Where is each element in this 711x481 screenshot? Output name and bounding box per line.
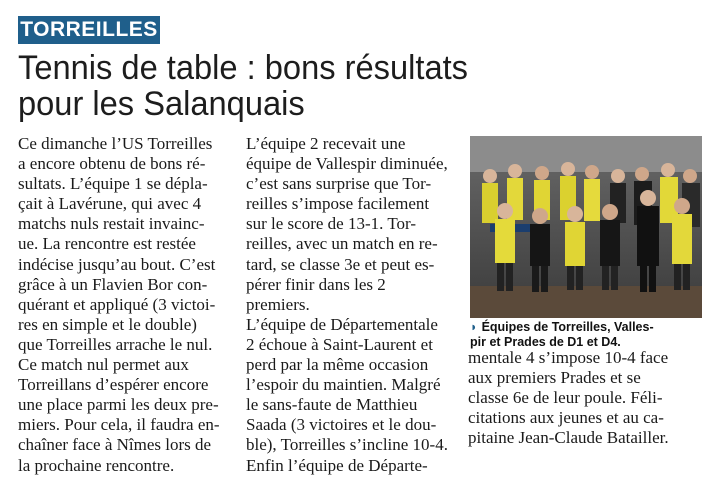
text-line: res en simple et le double) [18,314,197,334]
team-photo-illustration [470,136,702,318]
text-line: Saada (3 victoires et le dou- [246,415,437,435]
article-column-3 [468,348,700,448]
article-headline [18,50,468,122]
text-line: indécise jusqu’au bout. C’est [18,254,216,274]
text-line: L’équipe de Départementale [246,314,438,334]
text-line: Enfin l’équipe de Départe- [246,455,428,475]
text-line: a encore obtenu de bons ré- [18,154,206,174]
text-line: mentale 4 s’impose 10-4 face [468,348,669,367]
text-line: tard, se classe 3e et peut es- [246,254,435,274]
text-line: une place parmi les deux pre- [18,395,219,415]
caption-bullet-icon: ◗ [470,320,478,334]
text-line: sur le score de 13-1. Tor- [246,214,416,234]
headline-line-2: pour les Salanquais [18,85,305,123]
text-line: grâce à un Flavien Bor con- [18,274,208,294]
caption-line-2: pir et Prades de D1 et D4. [470,335,621,349]
text-line: classe 6e de leur poule. Féli- [468,388,663,408]
text-line: que Torreilles arrache le nul. [18,334,213,354]
text-line: Ce dimanche l’US Torreilles [18,134,213,153]
text-line: ue. La rencontre est restée [18,234,196,254]
caption-line-1: Équipes de Torreilles, Valles- [481,320,654,334]
text-line: pitaine Jean-Claude Batailler. [468,428,669,448]
text-line: reilles s’impose facilement [246,194,430,214]
text-line: l’espoir du maintien. Malgré [246,375,441,395]
text-line: équipe de Vallespir diminuée, [246,154,448,174]
text-line: Ce match nul permet aux [18,355,189,375]
text-line: çait à Lavérune, qui avec 4 [18,194,202,214]
text-line: le sans-faute de Matthieu [246,395,418,415]
text-line: perd par la même occasion [246,355,429,375]
text-line: citations aux jeunes et au ca- [468,408,664,428]
text-line: pérer finir dans les 2 [246,274,386,294]
text-line: reilles, avec un match en re- [246,234,438,254]
text-line: c’est sans surprise que Tor- [246,174,432,194]
text-line: premiers. [246,294,310,314]
text-line: ble), Torreilles s’incline 10-4. [246,435,448,455]
text-line: matchs nuls restait invainc- [18,214,205,234]
text-line: la prochaine rencontre. [18,455,175,475]
text-line: aux premiers Prades et se [468,368,641,388]
team-photo [470,136,702,318]
headline-line-1: Tennis de table : bons résultats [18,49,468,87]
text-line: 2 échoue à Saint-Laurent et [246,334,433,354]
text-line: L’équipe 2 recevait une [246,134,406,153]
text-line: sultats. L’équipe 1 se dépla- [18,174,208,194]
text-line: chaîner face à Nîmes lors de [18,435,212,455]
text-line: quérant et appliqué (3 victoi- [18,294,216,314]
section-tag: TORREILLES [18,16,160,44]
photo-caption [470,320,702,350]
article-column-1 [18,134,240,476]
text-line: Torreillans d’espérer encore [18,375,209,395]
article-column-2 [246,134,461,476]
text-line: miers. Pour cela, il faudra en- [18,415,220,435]
